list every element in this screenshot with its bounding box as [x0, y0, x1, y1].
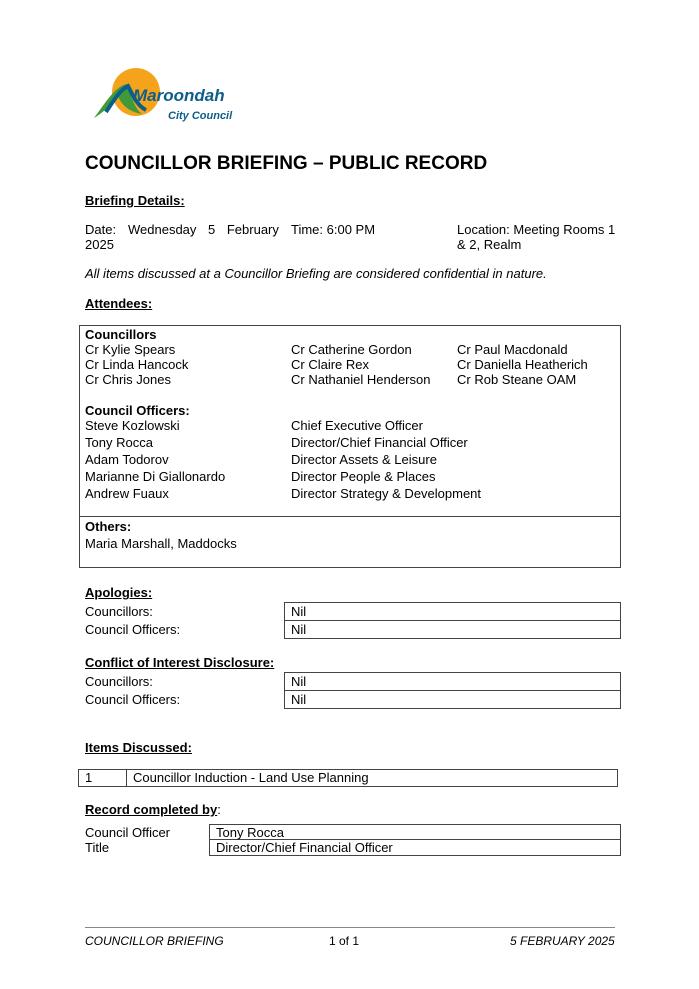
date-value: Wednesday 5 February	[128, 222, 279, 237]
councillor-name: Cr Kylie Spears	[85, 342, 176, 357]
councillor-name: Cr Claire Rex	[291, 357, 370, 372]
conflict-councillors-value: Nil	[284, 672, 621, 691]
councillor-name: Cr Daniella Heatherich	[457, 357, 588, 372]
record-officer-value: Tony Rocca	[216, 825, 284, 840]
conflict-heading: Conflict of Interest Disclosure:	[85, 655, 275, 670]
officer-name: Steve Kozlowski	[85, 418, 180, 433]
officer-name: Marianne Di Giallonardo	[85, 469, 226, 484]
officers-heading: Council Officers:	[85, 403, 190, 418]
officer-name: Andrew Fuaux	[85, 486, 169, 501]
record-title-value: Director/Chief Financial Officer	[216, 840, 393, 855]
record-title-label: Title	[85, 840, 110, 855]
footer-rule	[85, 927, 615, 928]
logo-subname: City Council	[168, 110, 233, 122]
apologies-councillors-value: Nil	[284, 602, 621, 621]
attendees-divider	[79, 516, 621, 517]
conflict-officers-label: Council Officers:	[85, 692, 181, 707]
logo-name: Maroondah	[133, 86, 225, 105]
councillor-name: Cr Catherine Gordon	[291, 342, 412, 357]
footer-date: 5 FEBRUARY 2025	[510, 934, 615, 948]
conflict-councillors-label: Councillors:	[85, 674, 153, 689]
date-label: Date:	[85, 222, 117, 237]
items-table-divider	[126, 769, 127, 787]
record-heading: Record completed by:	[85, 802, 221, 817]
officer-name: Tony Rocca	[85, 435, 153, 450]
footer-page-number: 1 of 1	[329, 934, 360, 948]
officer-role: Director Strategy & Development	[291, 486, 482, 501]
briefing-heading: Briefing Details:	[85, 193, 185, 208]
item-number: 1	[85, 770, 93, 785]
time-value: Time: 6:00 PM	[291, 222, 376, 237]
apologies-officers-label: Council Officers:	[85, 622, 181, 637]
items-heading: Items Discussed:	[85, 740, 192, 755]
apologies-councillors-label: Councillors:	[85, 604, 153, 619]
page-title: COUNCILLOR BRIEFING – PUBLIC RECORD	[85, 153, 488, 174]
apologies-officers-value: Nil	[284, 620, 621, 639]
councillor-name: Cr Chris Jones	[85, 372, 171, 387]
footer-left: COUNCILLOR BRIEFING	[85, 934, 224, 948]
councillor-name: Cr Paul Macdonald	[457, 342, 568, 357]
apologies-heading: Apologies:	[85, 585, 153, 600]
others-heading: Others:	[85, 519, 132, 534]
location-value-2: & 2, Realm	[457, 237, 522, 252]
attendees-heading: Attendees:	[85, 296, 153, 311]
officer-role: Director/Chief Financial Officer	[291, 435, 468, 450]
officer-role: Director People & Places	[291, 469, 436, 484]
councillor-name: Cr Nathaniel Henderson	[291, 372, 431, 387]
officer-role: Chief Executive Officer	[291, 418, 423, 433]
officer-name: Adam Todorov	[85, 452, 169, 467]
councillor-name: Cr Linda Hancock	[85, 357, 189, 372]
others-value: Maria Marshall, Maddocks	[85, 536, 237, 551]
record-officer-label: Council Officer	[85, 825, 171, 840]
officer-role: Director Assets & Leisure	[291, 452, 437, 467]
date-year: 2025	[85, 237, 114, 252]
councillor-name: Cr Rob Steane OAM	[457, 372, 577, 387]
confidential-note: All items discussed at a Councillor Briefing are considered confidential in nature.	[85, 266, 547, 281]
location-value: Location: Meeting Rooms 1	[457, 222, 616, 237]
councillors-heading: Councillors	[85, 327, 157, 342]
conflict-officers-value: Nil	[284, 690, 621, 709]
item-title: Councillor Induction - Land Use Planning	[133, 770, 369, 785]
